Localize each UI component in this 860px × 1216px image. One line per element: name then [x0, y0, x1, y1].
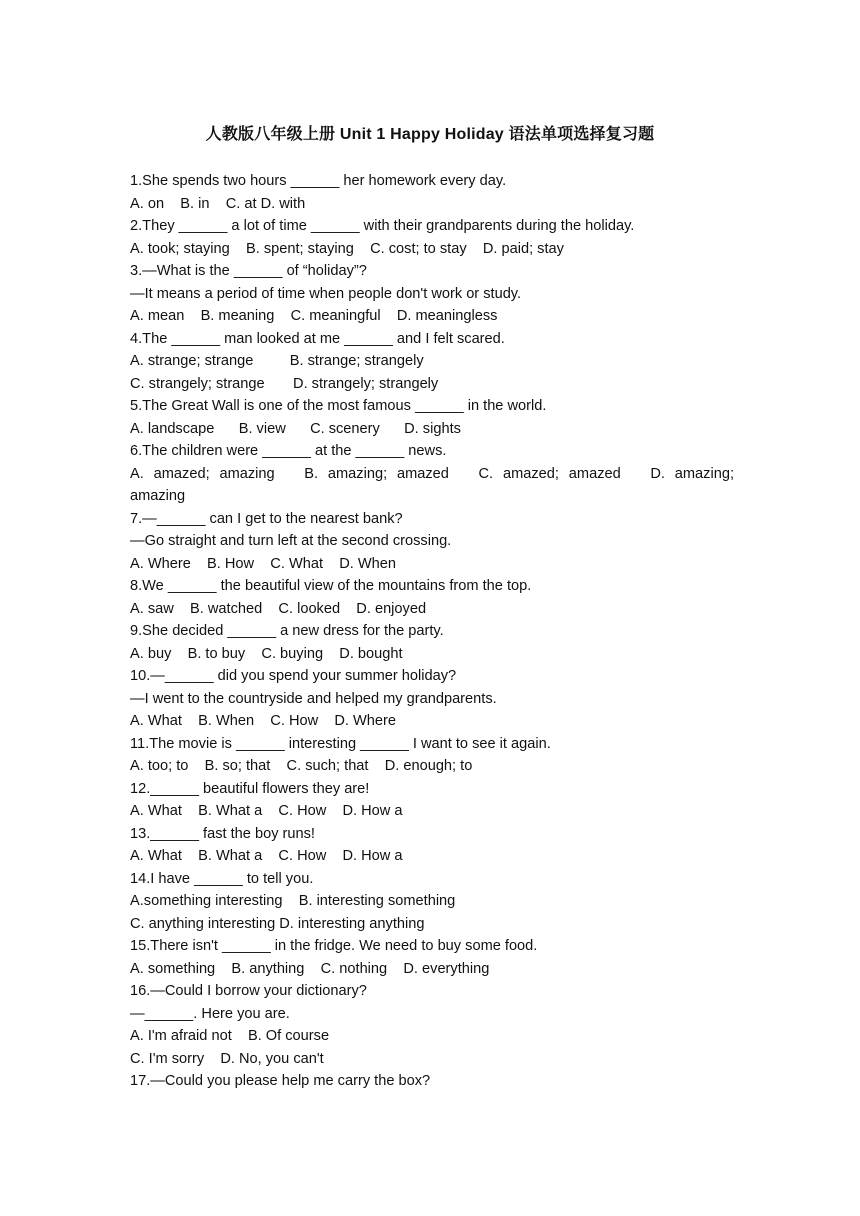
- question-line: 3.—What is the ______ of “holiday”?: [130, 263, 367, 279]
- dialog-line: —______. Here you are.: [130, 1005, 290, 1022]
- question-line: 12.______ beautiful flowers they are!: [130, 780, 370, 797]
- question-line: 2.They ______ a lot of time ______ with their grandparents during the holiday.: [130, 218, 635, 234]
- option-line: A. something B. anything C. nothing D. everything: [130, 960, 490, 977]
- question-line: 9.She decided ______ a new dress for the party.: [130, 623, 444, 639]
- question-line: 7.—______ can I get to the nearest bank?: [130, 510, 403, 527]
- question-line: 5.The Great Wall is one of the most famous ______ in the world.: [130, 398, 547, 414]
- option-line: A. I'm afraid not B. Of course: [130, 1028, 330, 1044]
- question-line: 8.We ______ the beautiful view of the mountains from the top.: [130, 578, 532, 594]
- dialog-line: —Go straight and turn left at the second crossing.: [130, 533, 452, 549]
- option-line: A. buy B. to buy C. buying D. bought: [130, 645, 403, 662]
- question-line: 1.She spends two hours ______ her homework every day.: [130, 173, 507, 189]
- option-line: C. anything interesting D. interesting anything: [130, 915, 425, 932]
- question-line: 4.The ______ man looked at me ______ and I felt scared.: [130, 330, 505, 347]
- dialog-line: —I went to the countryside and helped my grandparents.: [130, 690, 497, 707]
- question-line: 13.______ fast the boy runs!: [130, 825, 315, 842]
- option-line: A. too; to B. so; that C. such; that D. enough; to: [130, 758, 473, 774]
- question-line: 6.The children were ______ at the ______ news.: [130, 443, 447, 459]
- option-line: A. What B. What a C. How D. How a: [130, 803, 403, 819]
- question-line: 15.There isn't ______ in the fridge. We need to buy some food.: [130, 938, 538, 954]
- option-line: A.something interesting B. interesting something: [130, 893, 456, 909]
- question-list: [130, 170, 734, 1093]
- question-line: 14.I have ______ to tell you.: [130, 870, 314, 887]
- option-line: A. Where B. How C. What D. When: [130, 555, 397, 572]
- option-line: A. took; staying B. spent; staying C. cost; to stay D. paid; stay: [130, 240, 564, 257]
- question-line: 11.The movie is ______ interesting ______ I want to see it again.: [130, 735, 551, 752]
- option-line: A. mean B. meaning C. meaningful D. meaningless: [130, 308, 498, 324]
- option-line: C. I'm sorry D. No, you can't: [130, 1050, 324, 1067]
- option-line: A. amazed; amazing B. amazing; amazed C. amazed; amazed D. amazing;: [130, 465, 734, 482]
- option-line: A. landscape B. view C. scenery D. sights: [130, 420, 461, 437]
- question-line: 16.—Could I borrow your dictionary?: [130, 983, 367, 999]
- option-line: A. What B. What a C. How D. How a: [130, 848, 403, 864]
- question-line: 17.—Could you please help me carry the box?: [130, 1073, 431, 1089]
- option-line: amazing: [130, 488, 186, 504]
- dialog-line: —It means a period of time when people don't work or study.: [130, 285, 522, 302]
- option-line: A. strange; strange B. strange; strangely: [130, 353, 424, 369]
- option-line: A. on B. in C. at D. with: [130, 195, 306, 212]
- question-line: 10.—______ did you spend your summer holiday?: [130, 668, 457, 684]
- option-line: A. saw B. watched C. looked D. enjoyed: [130, 600, 427, 617]
- page-title: 人教版八年级上册 Unit 1 Happy Holiday 语法单项选择复习题: [205, 126, 655, 143]
- option-line: C. strangely; strange D. strangely; strangely: [130, 375, 439, 392]
- option-line: A. What B. When C. How D. Where: [130, 713, 397, 729]
